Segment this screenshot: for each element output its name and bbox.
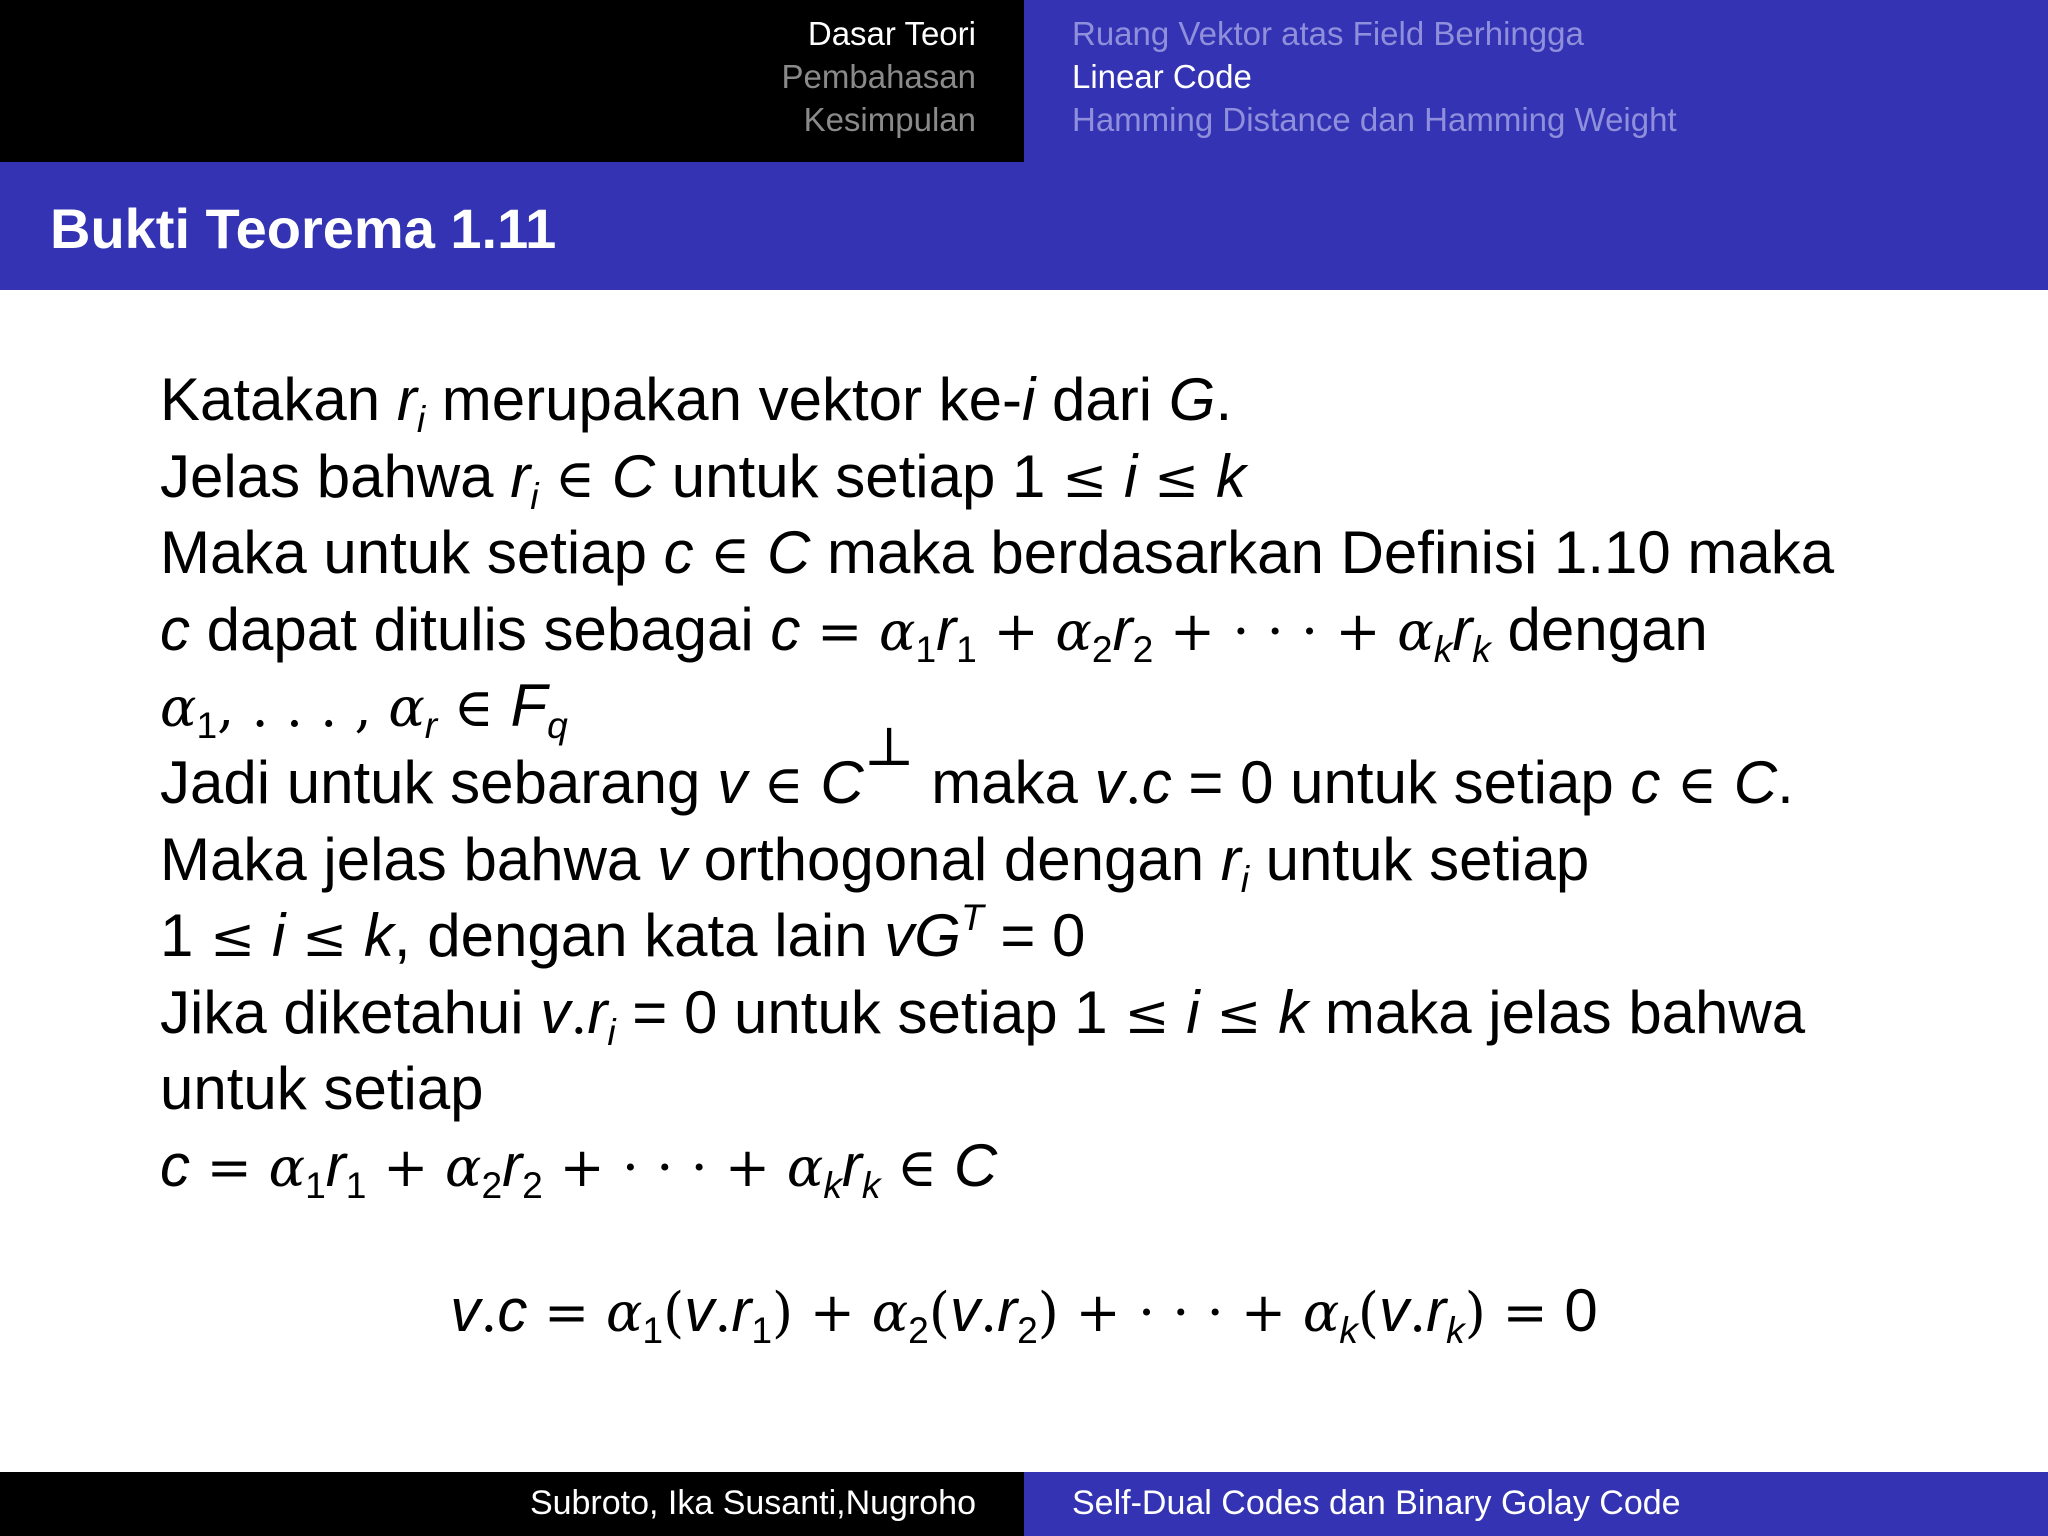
text-segment: Jika diketahui: [160, 978, 541, 1046]
footer-talk-title: Self-Dual Codes dan Binary Golay Code: [1072, 1484, 1681, 1522]
math-c: c: [1141, 748, 1172, 816]
body-line-4: c dapat ditulis sebagai $c = \alpha_1r_1 + \alpha_2r_2$ + · · · + $\alpha_kr_k$ dengan: [160, 595, 1708, 670]
text-segment: , dengan kata lain: [393, 902, 885, 970]
math-v-dot-c: v: [1094, 748, 1125, 816]
math-alpha: α: [388, 676, 425, 740]
math-c: c: [160, 1131, 190, 1199]
text-segment: dari: [1035, 366, 1169, 433]
math-k: k: [1215, 442, 1246, 510]
math-vG-T: $vG^T$: [884, 896, 984, 970]
text-segment: maka jelas bahwa: [1308, 978, 1806, 1046]
text-segment: maka: [914, 748, 1095, 816]
body-line-2: [160, 439, 1920, 516]
body-line-9: [160, 975, 1920, 1052]
footer-left-panel: [0, 1472, 1024, 1536]
math-k: k: [363, 902, 394, 970]
frame-title-bar: [0, 162, 2048, 290]
footer-right-panel: [1024, 1472, 2048, 1536]
math-symbol: ∈: [710, 523, 751, 587]
math-symbol: ≤: [1154, 446, 1200, 510]
math-c: c: [663, 519, 694, 587]
body-line-10: [160, 1051, 1920, 1128]
math-k: k: [1278, 978, 1309, 1046]
math-r: r: [1112, 595, 1133, 663]
text-segment: untuk setiap: [160, 1055, 484, 1123]
math-symbol: ≤: [1124, 982, 1170, 1046]
text-segment: maka berdasarkan Definisi 1.10 maka: [810, 519, 1835, 587]
text-segment: Maka untuk setiap: [160, 519, 664, 587]
math-C: C: [766, 519, 811, 587]
text-segment: = 0 untuk setiap 1: [615, 978, 1125, 1046]
subsection-link-linear-code[interactable]: Linear Code: [1072, 58, 1252, 95]
math-r: r: [841, 1131, 862, 1199]
math-G: G: [1168, 366, 1216, 433]
math-r: r: [502, 1131, 523, 1199]
section-nav-panel: [0, 0, 1024, 162]
math-symbol: +: [993, 599, 1039, 663]
math-symbol: .: [1124, 752, 1142, 816]
math-C-perp: C⊥: [820, 715, 915, 816]
math-c: c: [160, 595, 190, 663]
math-v: v: [540, 978, 571, 1046]
math-symbol: ≤: [301, 906, 348, 970]
section-link-pembahasan[interactable]: Pembahasan: [781, 58, 976, 95]
math-r-i: $r_i$: [510, 442, 539, 517]
text-segment: merupakan vektor ke-: [425, 366, 1023, 433]
math-alpha: α: [445, 1135, 482, 1199]
math-alpha: α: [160, 676, 197, 740]
footer-authors: Subroto, Ika Susanti,Nugroho: [529, 1484, 976, 1522]
math-i: i: [1186, 978, 1200, 1046]
text-segment: .: [1777, 748, 1794, 816]
body-line-3: [160, 515, 1920, 592]
subsection-list: [1072, 12, 1677, 141]
body-line-1: [160, 362, 1920, 439]
math-v: v: [717, 748, 748, 816]
math-C: C: [1733, 748, 1778, 816]
text-segment: = 0: [983, 902, 1086, 970]
text-segment: dapat ditulis sebagai: [190, 595, 771, 663]
math-i: i: [271, 902, 286, 970]
math-symbol: ≤: [210, 906, 256, 970]
body-line-6: [160, 715, 1920, 822]
subsection-nav-panel: [1024, 0, 2048, 162]
text-segment: Maka jelas bahwa: [160, 825, 657, 893]
math-alpha: α: [879, 599, 916, 663]
math-i: i: [1022, 366, 1036, 433]
math-symbol: + · · · +: [559, 1135, 771, 1199]
body-line-8: [160, 898, 1920, 975]
section-list: [782, 12, 976, 141]
text-segment: untuk setiap 1: [655, 442, 1063, 510]
body-line-11: $c = \alpha_1r_1 + \alpha_2r_2$ + · · · + $\alpha_kr_k$ ∈ C: [160, 1131, 998, 1206]
math-symbol: ∈: [897, 1135, 938, 1199]
math-symbol: ∈: [453, 676, 494, 740]
math-symbol: ∈: [763, 752, 804, 816]
math-symbol: ∈: [1677, 752, 1718, 816]
math-C: C: [611, 442, 656, 510]
math-alpha: α: [268, 1135, 306, 1199]
section-link-dasar-teori[interactable]: Dasar Teori: [807, 15, 976, 52]
frame-title: Bukti Teorema 1.11: [50, 197, 557, 260]
math-r: r: [1452, 595, 1473, 663]
math-F: $F_q$: [510, 672, 568, 747]
slide-body: [160, 362, 1920, 1205]
math-r: r: [936, 595, 957, 663]
text-segment: .: [1215, 366, 1233, 433]
math-c: c: [770, 595, 801, 663]
math-r-i: $r_i$: [587, 978, 616, 1053]
display-equation: $v.c = \alpha_1(v.r_1) + \alpha_2(v.r_2)$ + · · · + $\alpha_k(v.r_k) = 0$: [450, 1277, 1598, 1351]
body-line-7: [160, 822, 1920, 899]
math-alpha: α: [1397, 599, 1434, 663]
math-symbol: ≤: [1216, 982, 1262, 1046]
math-symbol: .: [570, 982, 588, 1046]
math-r: r: [325, 1131, 346, 1199]
subsection-link-hamming[interactable]: Hamming Distance dan Hamming Weight: [1072, 101, 1677, 138]
math-v: v: [656, 825, 687, 893]
text-segment: Jadi untuk sebarang: [160, 748, 718, 816]
math-symbol: =: [817, 599, 863, 663]
section-link-kesimpulan[interactable]: Kesimpulan: [803, 101, 976, 138]
text-segment: untuk setiap: [1248, 825, 1590, 893]
footer: [0, 1472, 2048, 1536]
math-symbol: ≤: [1062, 446, 1108, 510]
math-r-i: $r_i$: [1220, 825, 1249, 900]
text-segment: = 0 untuk setiap: [1171, 748, 1631, 816]
math-symbol: + · · · +: [1169, 599, 1381, 663]
math-c: c: [1630, 748, 1661, 816]
text-segment: 1: [160, 902, 211, 970]
math-symbol: , . . . ,: [217, 676, 372, 740]
math-symbol: ∈: [555, 446, 596, 510]
math-symbol: +: [383, 1135, 429, 1199]
text-segment: orthogonal dengan: [686, 825, 1221, 893]
subsection-link-ruang-vektor[interactable]: Ruang Vektor atas Field Berhingga: [1072, 15, 1584, 52]
math-i: i: [1124, 442, 1138, 510]
math-C: C: [953, 1131, 998, 1199]
text-segment: Jelas bahwa: [160, 442, 511, 510]
text-segment: Katakan: [160, 366, 397, 433]
math-r-i: $r_i$: [396, 366, 426, 440]
body-line-5: $\alpha_1$, . . . , $\alpha_r$ ∈ $F_q$: [160, 672, 568, 747]
math-alpha: α: [786, 1135, 824, 1199]
text-segment: dengan: [1490, 595, 1708, 663]
math-symbol: =: [206, 1135, 252, 1199]
header-navigation: [0, 0, 2048, 162]
math-alpha: α: [1055, 599, 1092, 663]
